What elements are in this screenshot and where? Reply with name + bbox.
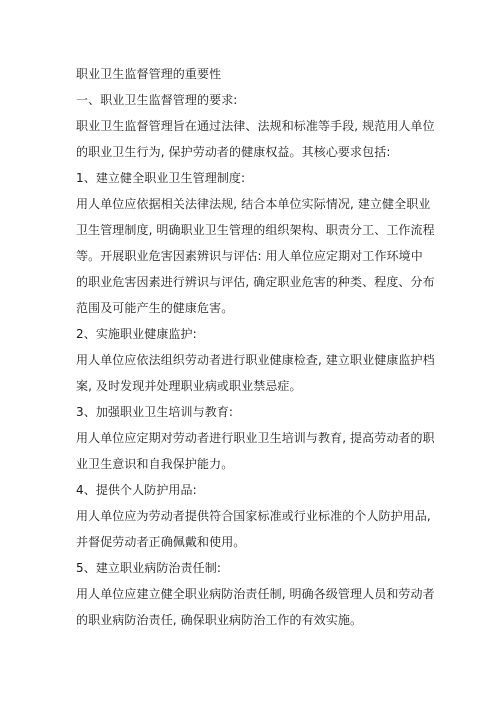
item-line: 用人单位应定期对劳动者进行职业卫生培训与教育, 提高劳动者的职 — [76, 431, 435, 445]
item-line: 业卫生意识和自我保护能力。 — [76, 457, 234, 471]
item-line: 卫生管理制度, 明确职业卫生管理的组织架构、职责分工、工作流程 — [76, 223, 435, 237]
item-line: 的职业危害因素进行辨识与评估, 确定职业危害的种类、程度、分布 — [76, 275, 435, 289]
item-line: 的职业病防治责任, 确保职业病防治工作的有效实施。 — [76, 613, 363, 627]
item-heading: 3、加强职业卫生培训与教育: — [76, 405, 234, 419]
item-heading: 4、提供个人防护用品: — [76, 483, 197, 497]
item-line: 等。开展职业危害因素辨识与评估: 用人单位应定期对工作环境中 — [76, 249, 423, 263]
item-heading: 1、建立健全职业卫生管理制度: — [76, 171, 246, 185]
item-line: 案, 及时发现并处理职业病或职业禁忌症。 — [76, 379, 302, 393]
item-line: 用人单位应为劳动者提供符合国家标准或行业标准的个人防护用品, — [76, 509, 431, 523]
document-body — [76, 63, 435, 631]
item-line: 用人单位应依据相关法律法规, 结合本单位实际情况, 建立健全职业 — [76, 197, 431, 211]
item-line: 用人单位应建立健全职业病防治责任制, 明确各级管理人员和劳动者 — [76, 587, 435, 601]
item-line: 并督促劳动者正确佩戴和使用。 — [76, 535, 246, 549]
item-line: 用人单位应依法组织劳动者进行职业健康检查, 建立职业健康监护档 — [76, 353, 435, 367]
item-line: 范围及可能产生的健康危害。 — [76, 301, 234, 315]
intro-line: 的职业卫生行为, 保护劳动者的健康权益。其核心要求包括: — [76, 145, 391, 159]
intro-line: 职业卫生监督管理旨在通过法律、法规和标准等手段, 规范用人单位 — [76, 119, 435, 133]
section-heading: 一、职业卫生监督管理的要求: — [76, 93, 238, 107]
item-heading: 5、建立职业病防治责任制: — [76, 561, 221, 575]
document-title: 职业卫生监督管理的重要性 — [76, 67, 222, 81]
item-heading: 2、实施职业健康监护: — [76, 327, 197, 341]
